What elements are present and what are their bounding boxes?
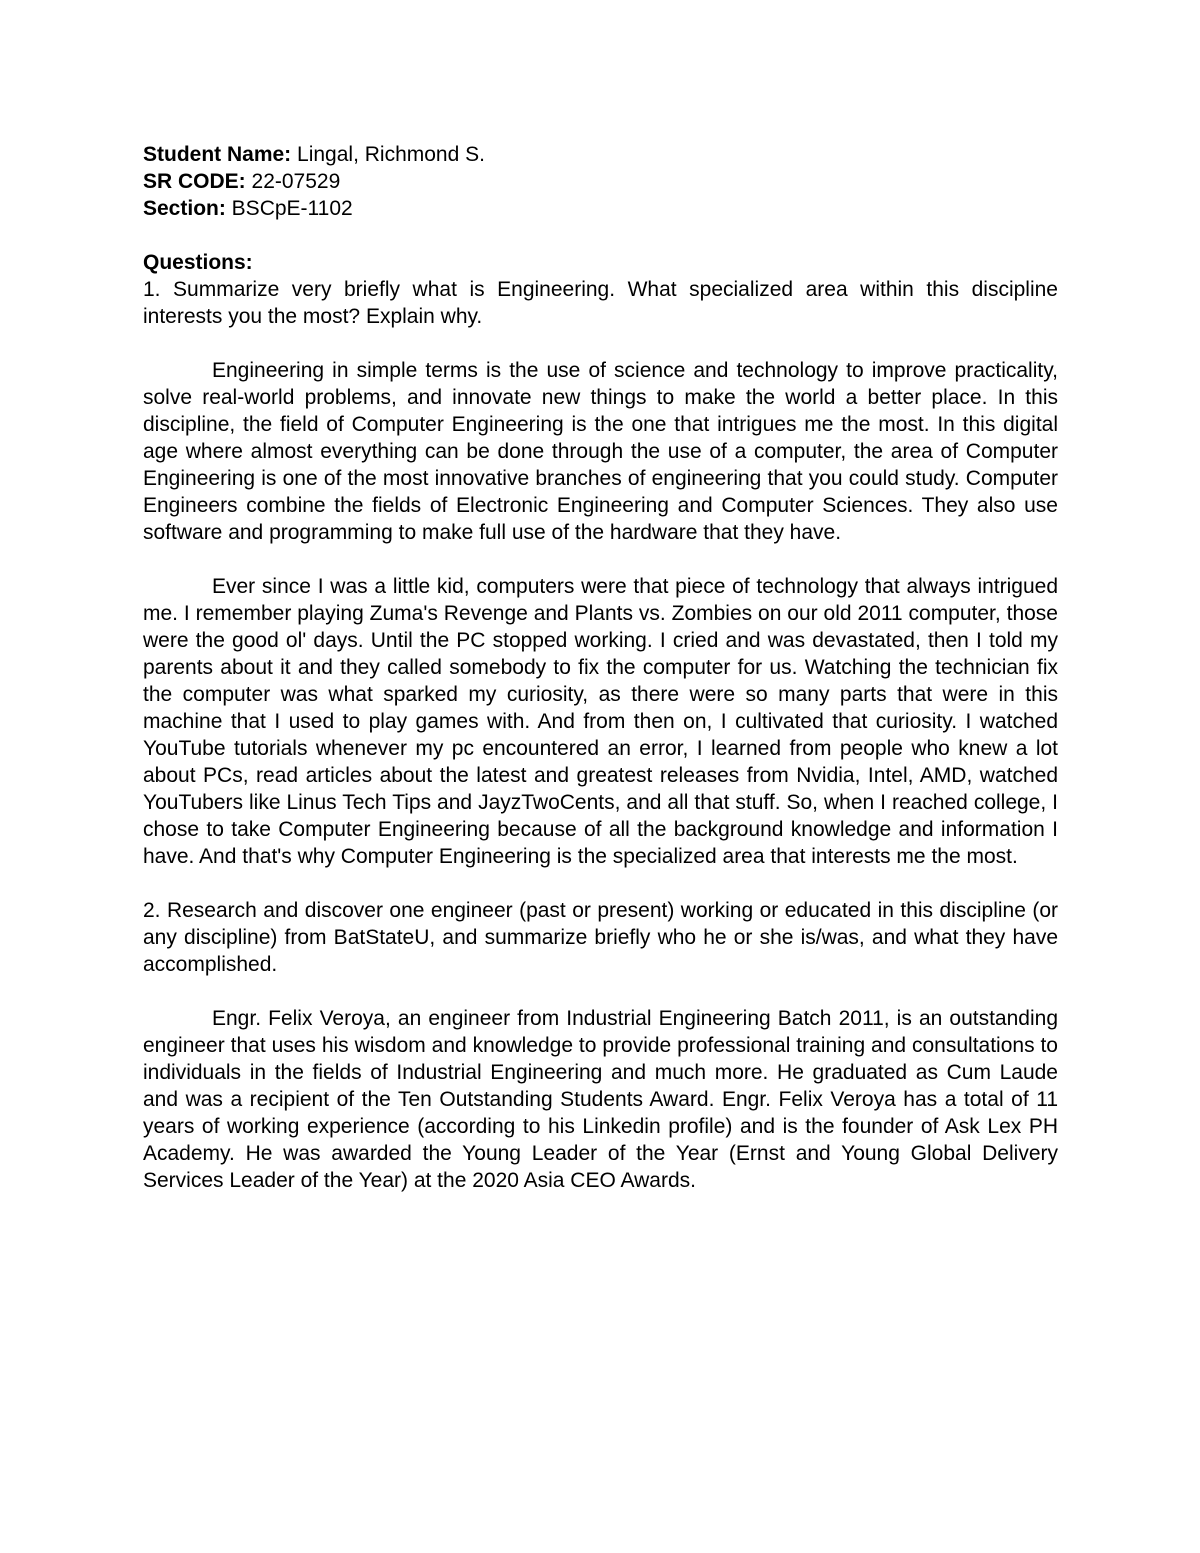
questions-heading: Questions: xyxy=(143,251,253,274)
section-line xyxy=(143,195,1058,222)
student-name-line xyxy=(143,141,1058,168)
section-value: BSCpE-1102 xyxy=(225,197,353,220)
student-name-value: Lingal, Richmond S. xyxy=(291,143,485,166)
question-1: 1. Summarize very briefly what is Engineering. What specialized area within this discipline interests you the most? Explain why. xyxy=(143,278,1058,328)
answer-1-paragraph-1: Engineering in simple terms is the use of science and technology to improve practicality, solve real-world problems, and innovate new things to make the world a better place. In this discipline, the field of Computer Engineering is the one that intrigues me the most. In this digital age where almost everything can be done through the use of a computer, the area of Computer Engineering is one of the most innovative branches of engineering that you could study. Computer Engineers combine the fields of Electronic Engineering and Computer Sciences. They also use software and programming to make full use of the hardware that they have. xyxy=(143,359,1058,544)
question-2: 2. Research and discover one engineer (past or present) working or educated in this discipline (or any discipline) from BatStateU, and summarize briefly who he or she is/was, and what they have accomplished. xyxy=(143,899,1058,976)
answer-2-paragraph-1: Engr. Felix Veroya, an engineer from Industrial Engineering Batch 2011, is an outstanding engineer that uses his wisdom and knowledge to provide professional training and consultations to individuals in the fields of Industrial Engineering and much more. He graduated as Cum Laude and was a recipient of the Ten Outstanding Students Award. Engr. Felix Veroya has a total of 11 years of working experience (according to his Linkedin profile) and is the founder of Ask Lex PH Academy. He was awarded the Young Leader of the Year (Ernst and Young Global Delivery Services Leader of the Year) at the 2020 Asia CEO Awards. xyxy=(143,1007,1058,1192)
section-label: Section: xyxy=(143,197,226,220)
sr-code-value: 22-07529 xyxy=(245,170,341,193)
student-name-label: Student Name: xyxy=(143,143,292,166)
question-spacer xyxy=(143,870,1058,897)
sr-code-label: SR CODE: xyxy=(143,170,246,193)
sr-code-line xyxy=(143,168,1058,195)
answer-1-paragraph-2: Ever since I was a little kid, computers were that piece of technology that always intrigued me. I remember playing Zuma's Revenge and Plants vs. Zombies on our old 2011 computer, those were the good ol' days. Until the PC stopped working. I cried and was devastated, then I told my parents about it and they called somebody to fix the computer for us. Watching the technician fix the computer was what sparked my curiosity, as there were so many parts that were in this machine that I used to play games with. And from then on, I cultivated that curiosity. I watched YouTube tutorials whenever my pc encountered an error, I learned from people who knew a lot about PCs, read articles about the latest and greatest releases from Nvidia, Intel, AMD, watched YouTubers like Linus Tech Tips and JayzTwoCents, and all that stuff. So, when I reached college, I chose to take Computer Engineering because of all the background knowledge and information I have. And that's why Computer Engineering is the specialized area that interests me the most. xyxy=(143,575,1058,868)
document-body xyxy=(143,141,1058,1194)
